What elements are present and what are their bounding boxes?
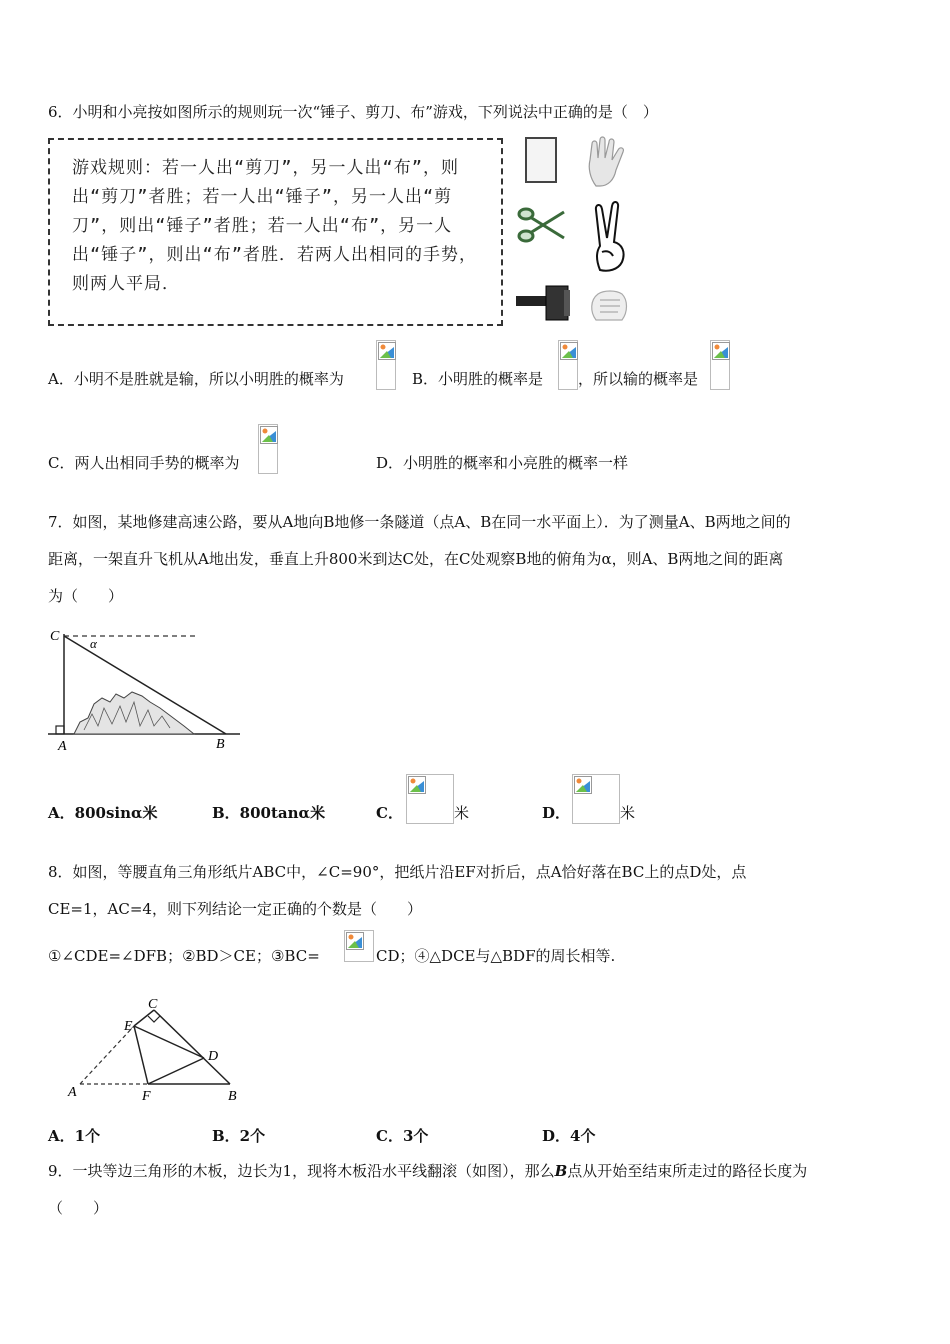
q6-option-a: A．小明不是胜就是输，所以小明胜的概率为: [48, 370, 344, 388]
option-b-image-placeholder-2: [710, 340, 730, 390]
game-rules-text: 游戏规则：若一人出“剪刀”，另一人出“布”，则出“剪刀”者胜；若一人出“锤子”，另一人出“剪刀”，则出“锤子”者胜；若一人出“布”，另一人出“锤子”，则出“布”者胜．若两人出相同的手势，则两人平局．: [72, 158, 477, 294]
paper-icon: [526, 138, 556, 182]
q8-stem-line3a: ①∠CDE=∠DFB；②BD＞CE；③BC=: [48, 947, 320, 965]
q6-option-b-part1: B．小明胜的概率是: [412, 370, 544, 388]
q9-stem-line1: [48, 1161, 807, 1181]
gesture-pictures: [512, 134, 637, 330]
q8-label-f: F: [142, 1089, 151, 1104]
q6-option-d: D．小明胜的概率和小亮胜的概率一样: [376, 454, 629, 472]
q7-option-c: C．: [376, 804, 403, 822]
q9-point-b: B: [554, 1162, 568, 1180]
q6-option-b-part2: ，所以输的概率是: [578, 370, 699, 388]
q6-stem: 6．小明和小亮按如图所示的规则玩一次“锤子、剪刀、布”游戏，下列说法中正确的是（ ）: [48, 103, 658, 121]
q7-option-b: B．800tanα米: [212, 804, 326, 822]
q7-option-d-unit: 米: [620, 804, 636, 822]
q7-option-c-unit: 米: [454, 804, 470, 822]
broken-image-icon: [378, 342, 396, 360]
broken-image-icon: [560, 342, 578, 360]
q8-label-a: A: [68, 1085, 77, 1100]
q7-stem-line3: 为（ ）: [48, 587, 124, 605]
broken-image-icon: [574, 776, 592, 794]
option-a-image-placeholder: [376, 340, 396, 390]
q7-option-c-image-placeholder: [406, 774, 454, 824]
q7-option-d: D．: [542, 804, 571, 822]
q8-option-b: B．2个: [212, 1127, 266, 1145]
q7-label-a: A: [58, 739, 67, 754]
open-hand-icon: [589, 137, 623, 186]
q7-figure: [44, 622, 244, 754]
q8-label-b: B: [228, 1089, 237, 1104]
q7-label-alpha: α: [90, 636, 97, 651]
q8-label-c: C: [148, 997, 158, 1012]
q8-figure: [64, 996, 244, 1104]
q8-image-placeholder: [344, 930, 374, 962]
q9-stem-part1: 9．一块等边三角形的木板，边长为1，现将木板沿水平线翻滚（如图），那么: [48, 1162, 555, 1180]
q9-stem-line2: （ ）: [48, 1199, 109, 1217]
q8-option-a: A．1个: [48, 1127, 101, 1145]
q7-stem-line1: 7．如图，某地修建高速公路，要从A地向B地修一条隧道（点A、B在同一水平面上）．为了测量A、B两地之间的: [48, 513, 791, 531]
option-c-image-placeholder: [258, 424, 278, 474]
victory-hand-icon: [596, 202, 624, 271]
q8-label-e: E: [124, 1019, 133, 1034]
game-rules-box: [48, 138, 503, 326]
q7-label-c: C: [50, 629, 60, 644]
broken-image-icon: [712, 342, 730, 360]
q7-label-b: B: [216, 737, 225, 752]
fist-icon: [592, 291, 627, 320]
hammer-icon: [516, 286, 570, 320]
q8-option-c: C．3个: [376, 1127, 429, 1145]
broken-image-icon: [260, 426, 278, 444]
q8-stem-line3b: CD；④△DCE与△BDF的周长相等.: [376, 947, 616, 965]
q8-label-d: D: [208, 1049, 219, 1064]
option-b-image-placeholder-1: [558, 340, 578, 390]
q8-stem-line1: 8．如图，等腰直角三角形纸片ABC中，∠C=90°，把纸片沿EF对折后，点A恰好落在BC上的点D处，点: [48, 863, 747, 881]
scissors-icon: [519, 209, 564, 241]
broken-image-icon: [346, 932, 364, 950]
q7-option-d-image-placeholder: [572, 774, 620, 824]
q8-option-d: D．4个: [542, 1127, 596, 1145]
broken-image-icon: [408, 776, 426, 794]
q7-stem-line2: 距离，一架直升飞机从A地出发，垂直上升800米到达C处，在C处观察B地的俯角为α，则A、B两地之间的距离: [48, 550, 784, 568]
q7-option-a: A．800sinα米: [48, 804, 158, 822]
q8-stem-line2: CE=1，AC=4，则下列结论一定正确的个数是（ ）: [48, 900, 422, 918]
q6-option-c: C．两人出相同手势的概率为: [48, 454, 240, 472]
q9-stem-part2: 点从开始至结束所走过的路径长度为: [567, 1162, 808, 1180]
